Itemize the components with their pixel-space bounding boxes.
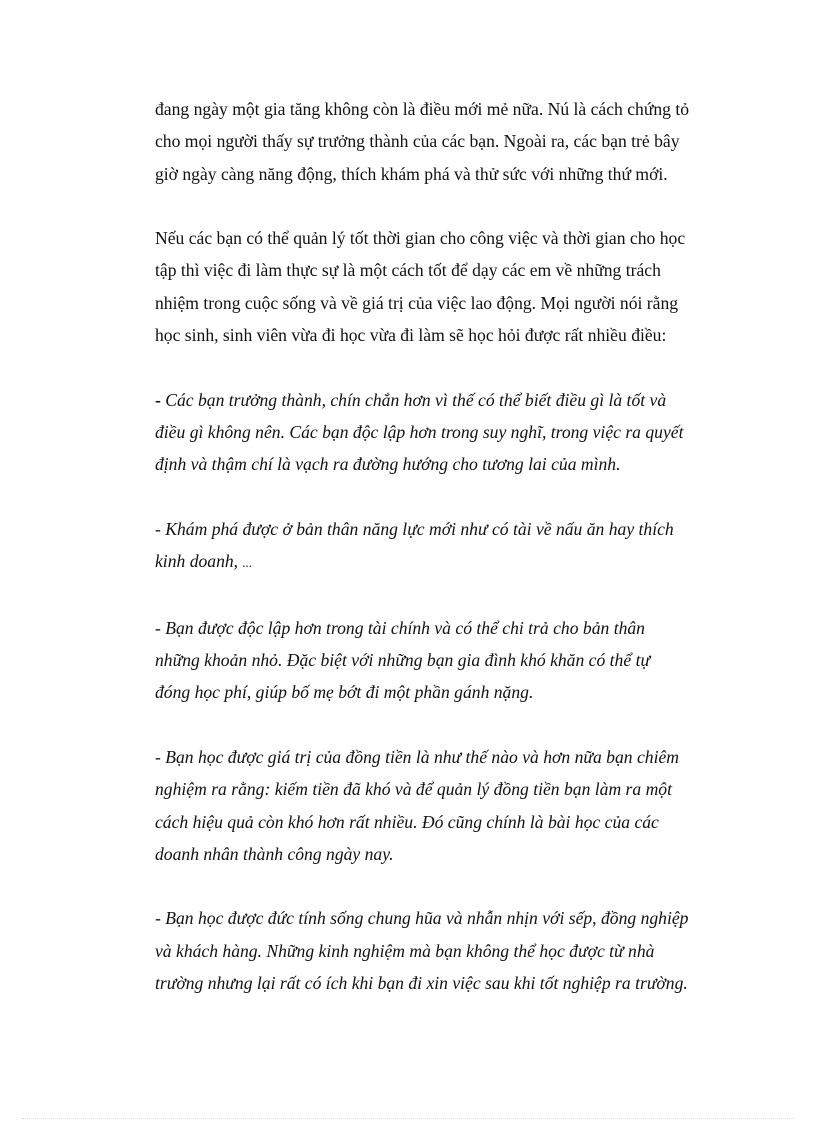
text-line: trường nhưng lại rất có ích khi bạn đi xin việc sau khi tốt nghiệp ra trường.: [155, 973, 688, 994]
bullet-text: kinh doanh,: [155, 551, 243, 572]
bullet-maturity: [155, 384, 745, 481]
bullet-value-of-money: [155, 741, 745, 870]
text-line: - Bạn học được giá trị của đồng tiền là như thế nào và hơn nữa bạn chiêm: [155, 746, 679, 767]
text-line: đang ngày một gia tăng không còn là điều mới mẻ nữa. Nú là cách chứng tỏ: [155, 99, 690, 119]
document-body: [155, 93, 745, 999]
text-line: cách hiệu quả còn khó hơn rất nhiều. Đó cũng chính là bài học của các: [155, 811, 659, 832]
text-line: - Bạn học được đức tính sống chung hũa và nhẫn nhịn với sếp, đồng nghiệp: [155, 908, 689, 929]
text-line: - Bạn được độc lập hơn trong tài chính và có thể chi trả cho bản thân: [155, 617, 645, 638]
paragraph-time-management: [155, 222, 745, 351]
text-line: nhiệm trong cuộc sống và về giá trị của việc lao động. Mọi người nói rằng: [155, 292, 679, 313]
text-line: Nếu các bạn có thể quản lý tốt thời gian cho công việc và thời gian cho học: [155, 228, 686, 249]
paragraph-spacer: [155, 709, 745, 741]
paragraph-intro: [155, 93, 745, 190]
text-line: giờ ngày càng năng động, thích khám phá và thử sức với những thứ mới.: [155, 163, 668, 184]
text-line: doanh nhân thành công ngày nay.: [155, 843, 394, 864]
text-line: - Khám phá được ở bản thân năng lực mới như có tài về nấu ăn hay thích: [155, 518, 674, 539]
text-line: học sinh, sinh viên vừa đi học vừa đi làm sẽ học hỏi được rất nhiều điều:: [155, 325, 667, 346]
text-line: những khoản nhỏ. Đặc biệt với những bạn gia đình khó khăn có thể tự: [155, 650, 651, 671]
text-line: cho mọi người thấy sự trưởng thành của các bạn. Ngoài ra, các bạn trẻ bây: [155, 131, 680, 152]
text-line: định và thậm chí là vạch ra đường hướng cho tương lai của mình.: [155, 454, 621, 475]
paragraph-spacer: [155, 870, 745, 902]
bullet-financial-independence: [155, 612, 745, 709]
bullet-workplace-skills: [155, 902, 745, 999]
paragraph-spacer: [155, 579, 745, 611]
text-line: [155, 384, 745, 416]
paragraph-spacer: [155, 481, 745, 513]
text-line: nghiệm ra rằng: kiếm tiền đã khó và để quản lý đồng tiền bạn làm ra một: [155, 779, 672, 800]
text-line: và khách hàng. Những kinh nghiệm mà bạn không thể học được từ nhà: [155, 940, 655, 961]
bullet-dash: -: [155, 389, 161, 410]
page-bottom-divider: [22, 1118, 794, 1119]
text-line: đóng học phí, giúp bố mẹ bớt đi một phần gánh nặng.: [155, 682, 534, 703]
text-line: [155, 545, 745, 579]
paragraph-spacer: [155, 190, 745, 222]
bullet-discover-abilities: [155, 513, 745, 580]
bullet-text: Các bạn trưởng thành, chín chắn hơn vì thế có thể biết điều gì là tốt và: [160, 389, 667, 410]
paragraph-spacer: [155, 351, 745, 383]
text-line: tập thì việc đi làm thực sự là một cách tốt để dạy các em về những trách: [155, 260, 661, 281]
text-line: điều gì không nên. Các bạn độc lập hơn trong suy nghĩ, trong việc ra quyết: [155, 421, 684, 442]
ellipsis: ...: [242, 555, 253, 571]
